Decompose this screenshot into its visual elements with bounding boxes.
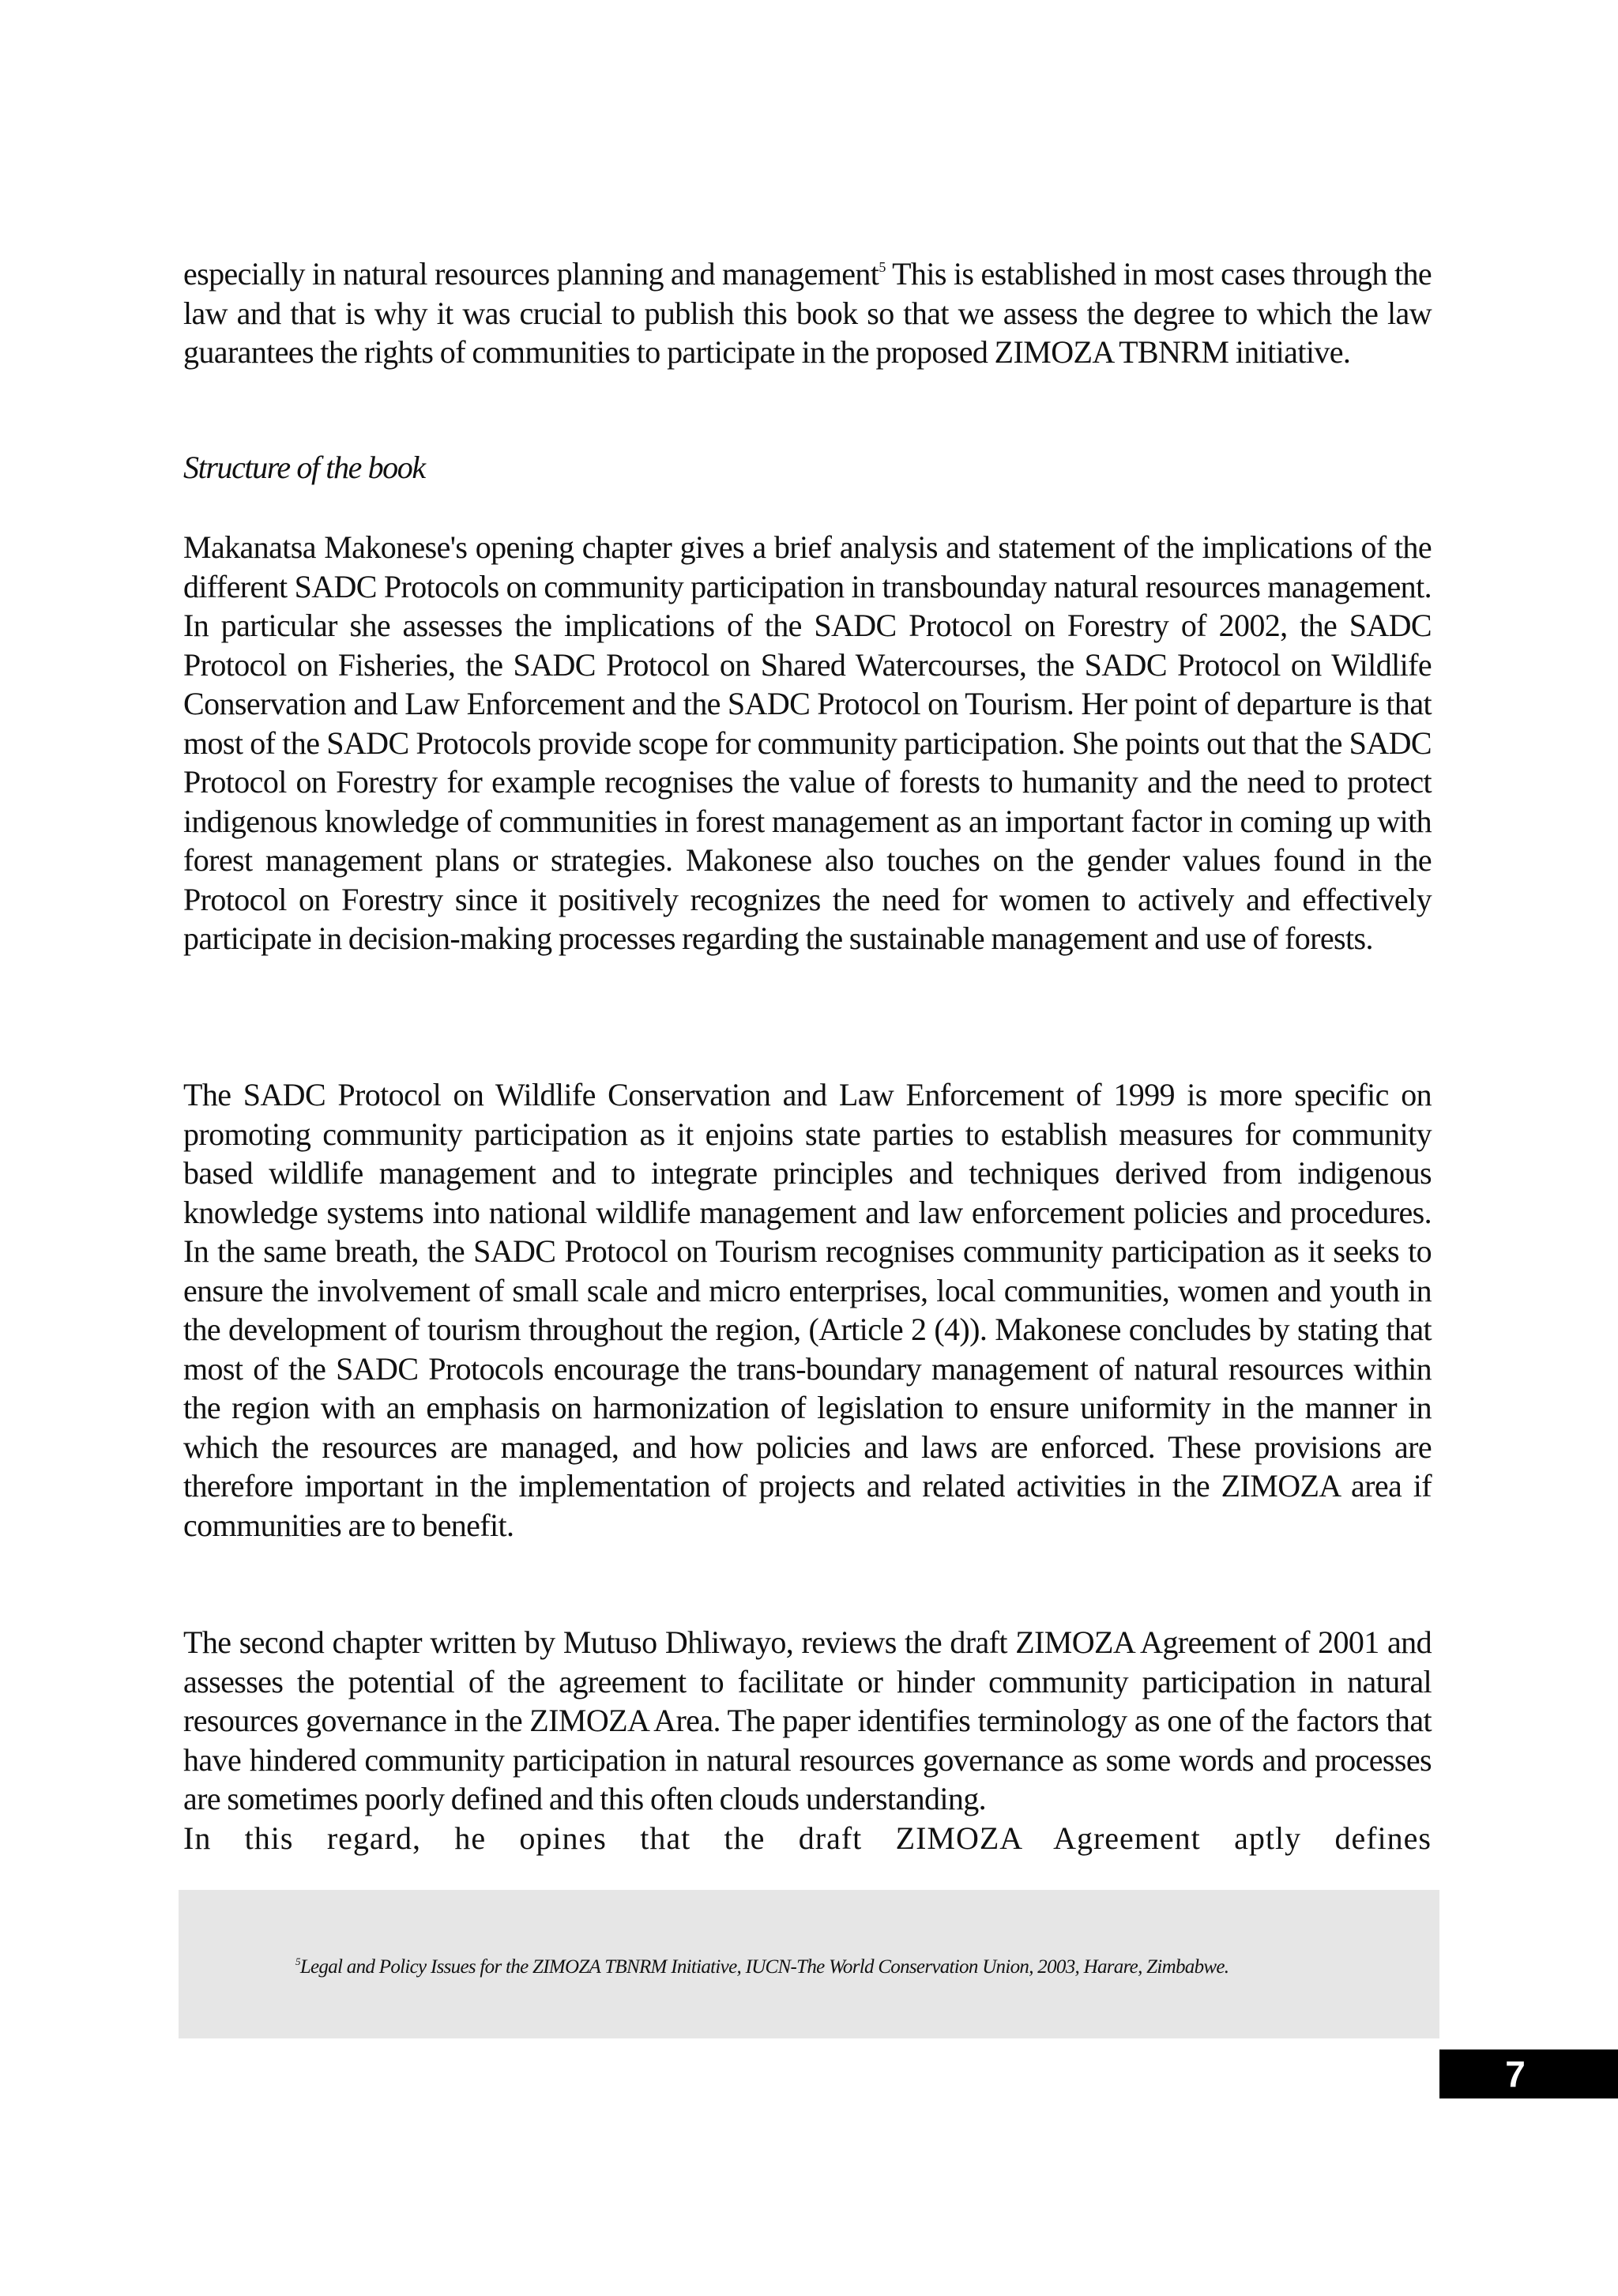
footnote-text: Legal and Policy Issues for the ZIMOZA TBNRM Initiative, IUCN-The World Conservation Union, 2003, Harare, Zimbabwe.: [299, 1956, 1229, 1978]
section-heading: Structure of the book: [183, 450, 425, 485]
page-number-tab: [1439, 2049, 1618, 2098]
footnote-box: [179, 1890, 1439, 2038]
footnote-number: 5: [295, 1955, 300, 1967]
paragraph-dhliwayo-last-line: In this regard, he opines that the draft ZIMOZA Agreement aptly defines: [183, 1820, 1432, 1856]
paragraph-intro: [183, 254, 1432, 372]
paragraph-dhliwayo-chapter: [183, 1623, 1432, 1858]
page-number: 7: [1505, 2053, 1526, 2095]
footnote-reference[interactable]: 5: [879, 259, 886, 275]
paragraph-intro-text-start: especially in natural resources planning and management: [183, 256, 879, 292]
paragraph-intro-text-end: This is established in most cases through the law and that is why it was crucial to publish this book so that we assess the degree to which the law guarantees the rights of communities to participate in the proposed ZIMOZA TBNRM initiative.: [183, 256, 1432, 370]
paragraph-dhliwayo-text: The second chapter written by Mutuso Dhliwayo, reviews the draft ZIMOZA Agreement of 2001 and assesses the potential of the agreement to facilitate or hinder community participation in natural resources governance in the ZIMOZA Area. The paper identifies terminology as one of the factors that have hindered community participation in natural resources governance as some words and processes are sometimes poorly defined and this often clouds understanding.: [183, 1624, 1432, 1816]
footnote: [295, 1956, 1229, 1978]
paragraph-wildlife-protocol: The SADC Protocol on Wildlife Conservation and Law Enforcement of 1999 is more specific on promoting community participation as it enjoins state parties to establish measures for community based wildlife management and to integrate principles and techniques derived from indigenous knowledge systems into national wildlife management and law enforcement policies and procedures. In the same breath, the SADC Protocol on Tourism recognises community participation as it seeks to ensure the involvement of small scale and micro enterprises, local communities, women and youth in the development of tourism throughout the region, (Article 2 (4)). Makonese concludes by stating that most of the SADC Protocols encourage the trans-boundary management of natural resources within the region with an emphasis on harmonization of legislation to ensure uniformity in the manner in which the resources are managed, and how policies and laws are enforced. These provisions are therefore important in the implementation of projects and related activities in the ZIMOZA area if communities are to benefit.: [183, 1077, 1432, 1543]
paragraph-makonese-chapter: Makanatsa Makonese's opening chapter gives a brief analysis and statement of the implications of the different SADC Protocols on community participation in transbounday natural resources management. In particular she assesses the implications of the SADC Protocol on Forestry of 2002, the SADC Protocol on Fisheries, the SADC Protocol on Shared Watercourses, the SADC Protocol on Wildlife Conservation and Law Enforcement and the SADC Protocol on Tourism. Her point of departure is that most of the SADC Protocols provide scope for community participation. She points out that the SADC Protocol on Forestry for example recognises the value of forests to humanity and the need to protect indigenous knowledge of communities in forest management as an important factor in coming up with forest management plans or strategies. Makonese also touches on the gender values found in the Protocol on Forestry since it positively recognizes the need for women to actively and effectively participate in decision-making processes regarding the sustainable management and use of forests.: [183, 529, 1432, 956]
